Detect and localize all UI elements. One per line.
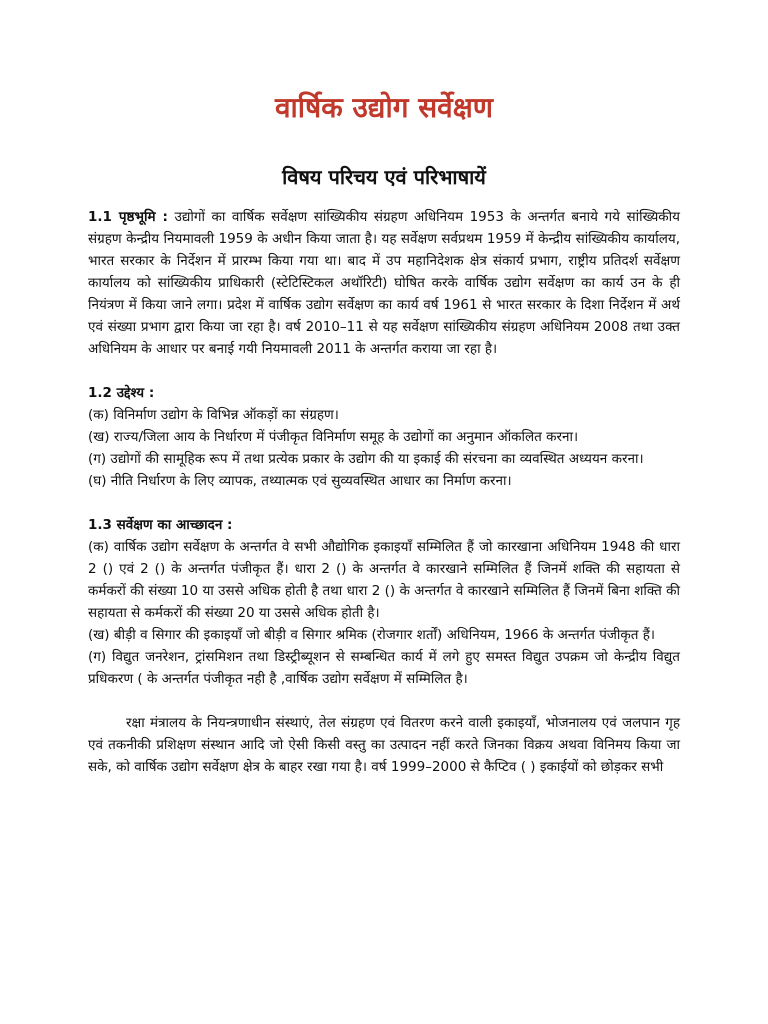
section-background: [88, 206, 680, 360]
objective-item: (ख) राज्य/जिला आय के निर्धारण में पंजीकृत विनिर्माण समूह के उद्योगों का अनुमान ऑकलित करना।: [88, 429, 579, 445]
section-heading-coverage: 1.3 सर्वेक्षण का आच्छादन :: [88, 517, 233, 533]
objective-item: (क) विनिर्माण उद्योग के विभिन्न ऑकड़ों का संग्रहण।: [88, 407, 339, 423]
document-subtitle: विषय परिचय एवं परिभाषायें: [282, 165, 486, 189]
objective-item: (घ) नीति निर्धारण के लिए व्यापक, तथ्यात्मक एवं सुव्यवस्थित आधार का निर्माण करना।: [88, 473, 512, 489]
coverage-paragraph: (ख) बीड़ी व सिगार की इकाइयाँ जो बीड़ी व सिगार श्रमिक (रोजगार शर्तों) अधिनियम, 1966 के अन्तर्गत पंजीकृत हैं।: [88, 627, 656, 643]
section-heading-objectives: 1.2 उद्देश्य :: [88, 385, 155, 401]
coverage-paragraph: (क) वार्षिक उद्योग सर्वेक्षण के अन्तर्गत वे सभी औद्योगिक इकाइयाँ सम्मिलित हैं जो कारखाना अधिनियम 1948 की धारा 2 () एवं 2 () के अन्तर्गत पंजीकृत हैं। धारा 2 () के अन्तर्गत वे कारखाने सम्मिलित हैं जिनमें शक्ति की सहायता से कर्मकरों की संख्या 10 या उससे अधिक होती है तथा धारा 2 () के अन्तर्गत वे कारखाने सम्मिलित हैं जिनमें बिना शक्ति की सहायता से कर्मकरों की संख्या 20 या उससे अधिक होती है।: [88, 539, 680, 621]
objective-item: (ग) उद्योगों की सामूहिक रूप में तथा प्रत्येक प्रकार के उद्योग की या इकाई की संरचना का व्यवस्थित अध्ययन करना।: [88, 451, 644, 467]
section-text-background: उद्योगों का वार्षिक सर्वेक्षण सांख्यिकीय संग्रहण अधिनियम 1953 के अन्तर्गत बनाये गये सांख्यिकीय संग्रहण केन्द्रीय नियमावली 1959 के अधीन किया जाता है। यह सर्वेक्षण सर्वप्रथम 1959 में केन्द्रीय सांख्यिकीय कार्यालय, भारत सरकार के निर्देशन में प्रारम्भ किया गया था। बाद में उप महानिदेशक क्षेत्र संकार्य प्रभाग, राष्ट्रीय प्रतिदर्श सर्वेक्षण कार्यालय को सांख्यिकीय प्राधिकारी (स्टेटिस्टिकल अथॉरिटी) घोषित करके वार्षिक उद्योग सर्वेक्षण का कार्य उन के ही नियंत्रण में किया जाने लगा। प्रदेश में वार्षिक उद्योग सर्वेक्षण का कार्य वर्ष 1961 से भारत सरकार के दिशा निर्देशन में अर्थ एवं संख्या प्रभाग द्वारा किया जा रहा है। वर्ष 2010–11 से यह सर्वेक्षण सांख्यिकीय संग्रहण अधिनियम 2008 तथा उक्त अधिनियम के आधार पर बनाई गयी नियमावली 2011 के अन्तर्गत कराया जा रहा है।: [88, 209, 680, 357]
section-heading-background: 1.1 पृष्ठभूमि :: [88, 209, 168, 225]
closing-paragraph: रक्षा मंत्रालय के नियन्त्रणाधीन संस्थाएं, तेल संग्रहण एवं वितरण करने वाली इकाइयाँ, भोजनालय एवं जलपान गृह एवं तकनीकी प्रशिक्षण संस्थान आदि जो ऐसी किसी वस्तु का उत्पादन नहीं करते जिनका विक्रय अथवा विनिमय किया जा सके, को वार्षिक उद्योग सर्वेक्षण क्षेत्र के बाहर रखा गया है। वर्ष 1999–2000 से कैप्टिव ( ) इकाईयों को छोड़कर सभी: [88, 715, 680, 775]
document-title: वार्षिक उद्योग सर्वेक्षण: [274, 91, 494, 124]
coverage-paragraph: (ग) विद्युत जनरेशन, ट्रांसमिशन तथा डिस्ट्रीब्यूशन से सम्बन्धित कार्य में लगे हुए समस्त विद्युत उपक्रम जो केन्द्रीय विद्युत प्रधिकरण ( के अन्तर्गत पंजीकृत नही है ,वार्षिक उद्योग सर्वेक्षण में सम्मिलित है।: [88, 649, 680, 687]
document-body: [88, 206, 680, 778]
